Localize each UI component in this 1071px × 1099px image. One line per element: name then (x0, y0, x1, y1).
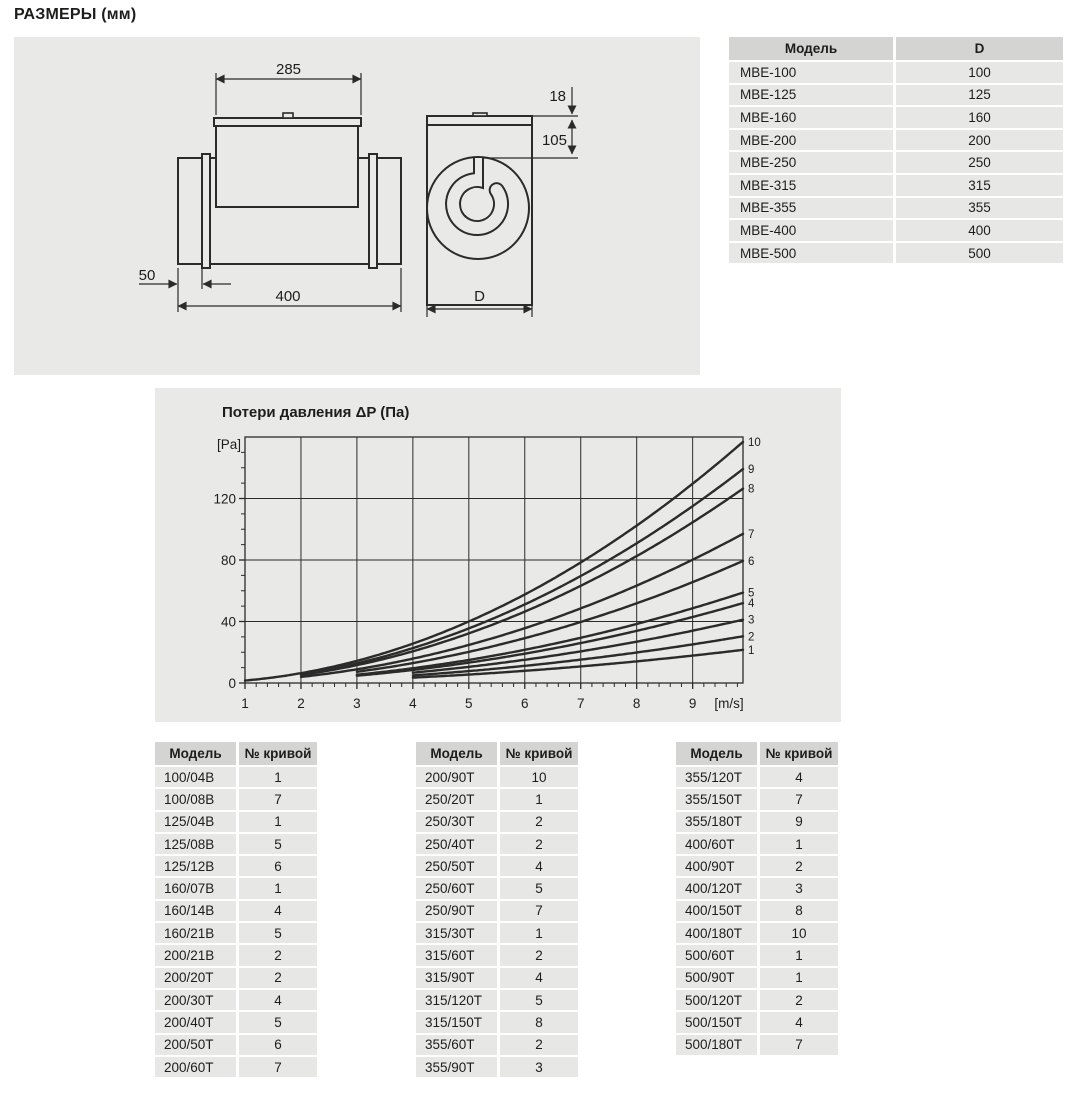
table-header-cell: Модель (416, 742, 497, 765)
table-row (416, 767, 578, 787)
table-row (155, 990, 317, 1010)
front-knob (473, 113, 487, 116)
value-cell: 9 (760, 812, 838, 832)
dim-105: 105 (541, 132, 567, 149)
value-cell: 4 (760, 1012, 838, 1032)
table-row (416, 923, 578, 943)
x-tick-label: 9 (688, 696, 697, 711)
model-cell: 500/90Т (676, 968, 757, 988)
curve-label-10: 10 (748, 436, 761, 449)
model-cell: 355/150Т (676, 789, 757, 809)
value-cell: 2 (500, 945, 578, 965)
model-cell: 200/21В (155, 945, 236, 965)
value-cell: 5 (239, 834, 317, 854)
model-cell: 315/60Т (416, 945, 497, 965)
model-cell: МВЕ-100 (729, 62, 893, 83)
curve-label-3: 3 (748, 614, 755, 627)
model-cell: 200/50Т (155, 1035, 236, 1055)
value-cell: 6 (239, 856, 317, 876)
table-row (416, 968, 578, 988)
model-cell: 315/120Т (416, 990, 497, 1010)
model-cell: 250/90Т (416, 901, 497, 921)
curve-table-2 (416, 742, 578, 1079)
value-cell: 100 (896, 62, 1063, 83)
value-cell: 4 (239, 990, 317, 1010)
value-cell: 1 (760, 945, 838, 965)
curve-9 (301, 469, 743, 674)
model-cell: 500/180Т (676, 1035, 757, 1055)
model-cell: МВЕ-315 (729, 175, 893, 196)
value-cell: 1 (239, 767, 317, 787)
table-row (676, 945, 838, 965)
table-row (676, 1035, 838, 1055)
table-row (729, 152, 1063, 173)
value-cell: 2 (239, 945, 317, 965)
x-tick-label: 3 (353, 696, 361, 711)
value-cell: 7 (500, 901, 578, 921)
model-cell: 160/14В (155, 901, 236, 921)
table-header (155, 742, 317, 765)
curve-label-8: 8 (748, 483, 755, 496)
x-tick-label: 6 (521, 696, 529, 711)
model-cell: 355/120Т (676, 767, 757, 787)
model-cell: 100/08В (155, 789, 236, 809)
model-cell: 200/40Т (155, 1012, 236, 1032)
value-cell: 1 (500, 789, 578, 809)
model-cell: МВЕ-355 (729, 198, 893, 219)
model-cell: 400/90Т (676, 856, 757, 876)
value-cell: 2 (239, 968, 317, 988)
pressure-loss-chart (155, 388, 841, 722)
x-tick-label: 5 (465, 696, 473, 711)
side-view (178, 113, 401, 268)
table-row (155, 968, 317, 988)
value-cell: 355 (896, 198, 1063, 219)
table-row (676, 878, 838, 898)
table-row (676, 812, 838, 832)
table-row (416, 789, 578, 809)
front-view (427, 113, 532, 305)
value-cell: 2 (760, 990, 838, 1010)
x-tick-label: 1 (241, 696, 249, 711)
model-cell: 125/04В (155, 812, 236, 832)
curve-table-3 (676, 742, 838, 1057)
value-cell: 4 (239, 901, 317, 921)
value-cell: 1 (239, 812, 317, 832)
table-row (416, 834, 578, 854)
table-row (155, 789, 317, 809)
curve-10 (245, 442, 743, 681)
table-row (676, 856, 838, 876)
dim-400: 400 (275, 288, 301, 305)
table-row (155, 945, 317, 965)
y-tick-label: 0 (228, 676, 236, 691)
table-header-cell: № кривой (239, 742, 317, 765)
table-row (155, 923, 317, 943)
dimensions-table (729, 37, 1063, 265)
model-cell: 400/180Т (676, 923, 757, 943)
table-row (155, 856, 317, 876)
table-row (676, 1012, 838, 1032)
model-cell: 100/04В (155, 767, 236, 787)
table-row (155, 901, 317, 921)
table-row (155, 1012, 317, 1032)
model-cell: 400/150Т (676, 901, 757, 921)
table-row (729, 62, 1063, 83)
lid-knob (283, 113, 293, 118)
table-row (729, 175, 1063, 196)
model-cell: 160/07В (155, 878, 236, 898)
table-header-cell: D (896, 37, 1063, 60)
dimensions-drawing (14, 37, 700, 375)
value-cell: 250 (896, 152, 1063, 173)
value-cell: 7 (760, 789, 838, 809)
table-header (676, 742, 838, 765)
model-cell: 250/20Т (416, 789, 497, 809)
table-row (729, 198, 1063, 219)
value-cell: 400 (896, 220, 1063, 241)
table-header-cell: Модель (729, 37, 893, 60)
model-cell: 355/180Т (676, 812, 757, 832)
table-row (416, 856, 578, 876)
dim-18: 18 (549, 88, 566, 105)
model-cell: 200/30Т (155, 990, 236, 1010)
model-cell: 250/40Т (416, 834, 497, 854)
model-cell: 500/150Т (676, 1012, 757, 1032)
right-flange (369, 154, 377, 268)
table-row (729, 107, 1063, 128)
table-header (416, 742, 578, 765)
chart-title: Потери давления ΔP (Па) (222, 404, 410, 421)
model-cell: 400/120Т (676, 878, 757, 898)
y-axis-unit: [Pa] (216, 437, 241, 452)
dimensions-diagram-panel (14, 37, 700, 375)
model-cell: 500/60Т (676, 945, 757, 965)
table-row (155, 1057, 317, 1077)
table-row (416, 1035, 578, 1055)
value-cell: 10 (500, 767, 578, 787)
curve-label-2: 2 (748, 631, 755, 644)
table-row (729, 85, 1063, 106)
table-row (416, 901, 578, 921)
value-cell: 3 (760, 878, 838, 898)
x-tick-label: 2 (297, 696, 305, 711)
value-cell: 7 (239, 789, 317, 809)
value-cell: 200 (896, 130, 1063, 151)
y-tick-label: 120 (213, 491, 236, 507)
value-cell: 3 (500, 1057, 578, 1077)
table-row (676, 923, 838, 943)
value-cell: 2 (500, 812, 578, 832)
x-tick-label: 4 (409, 696, 417, 711)
dim-D: D (474, 288, 485, 305)
model-cell: МВЕ-125 (729, 85, 893, 106)
value-cell: 1 (239, 878, 317, 898)
model-cell: 500/120Т (676, 990, 757, 1010)
model-cell: 250/30Т (416, 812, 497, 832)
model-cell: 315/90Т (416, 968, 497, 988)
table-row (155, 834, 317, 854)
value-cell: 2 (500, 834, 578, 854)
page-title: РАЗМЕРЫ (мм) (14, 6, 137, 23)
model-cell: 125/12В (155, 856, 236, 876)
value-cell: 7 (239, 1057, 317, 1077)
value-cell: 5 (500, 878, 578, 898)
table-row (676, 834, 838, 854)
table-header-cell: Модель (155, 742, 236, 765)
value-cell: 5 (500, 990, 578, 1010)
model-cell: 315/150Т (416, 1012, 497, 1032)
table-row (155, 878, 317, 898)
model-cell: 250/50Т (416, 856, 497, 876)
table-row (416, 945, 578, 965)
value-cell: 4 (500, 968, 578, 988)
table-row (416, 990, 578, 1010)
table-row (729, 243, 1063, 264)
value-cell: 1 (500, 923, 578, 943)
table-header (729, 37, 1063, 60)
value-cell: 4 (760, 767, 838, 787)
table-row (676, 767, 838, 787)
y-tick-label: 40 (220, 614, 236, 630)
curve-table-1 (155, 742, 317, 1079)
curve-4 (357, 603, 743, 676)
value-cell: 1 (760, 968, 838, 988)
model-cell: МВЕ-250 (729, 152, 893, 173)
table-row (155, 767, 317, 787)
x-tick-label: 7 (576, 696, 585, 711)
dim-285: 285 (275, 61, 302, 78)
curve-label-6: 6 (748, 555, 755, 568)
table-row (155, 812, 317, 832)
model-cell: МВЕ-400 (729, 220, 893, 241)
model-cell: 355/90Т (416, 1057, 497, 1077)
table-row (676, 789, 838, 809)
table-row (729, 220, 1063, 241)
model-cell: 400/60Т (676, 834, 757, 854)
model-cell: МВЕ-500 (729, 243, 893, 264)
model-cell: 315/30Т (416, 923, 497, 943)
curve-label-4: 4 (748, 598, 755, 611)
curve-label-9: 9 (748, 464, 755, 477)
x-tick-label: 8 (632, 696, 641, 711)
table-row (676, 968, 838, 988)
model-cell: 125/08В (155, 834, 236, 854)
model-cell: 355/60Т (416, 1035, 497, 1055)
value-cell: 4 (500, 856, 578, 876)
y-tick-label: 80 (220, 553, 236, 568)
value-cell: 1 (760, 834, 838, 854)
curve-label-1: 1 (748, 644, 755, 657)
model-cell: МВЕ-200 (729, 130, 893, 151)
left-flange (202, 154, 210, 268)
table-row (416, 1057, 578, 1077)
x-axis-unit: [m/s] (714, 696, 744, 711)
value-cell: 2 (760, 856, 838, 876)
table-row (676, 901, 838, 921)
table-row (676, 990, 838, 1010)
table-row (416, 878, 578, 898)
curve-label-5: 5 (748, 587, 755, 600)
dim-50: 50 (138, 267, 156, 284)
heater-box (216, 126, 358, 207)
model-cell: 200/20Т (155, 968, 236, 988)
pressure-chart-panel (155, 388, 841, 722)
model-cell: МВЕ-160 (729, 107, 893, 128)
value-cell: 2 (500, 1035, 578, 1055)
model-cell: 160/21В (155, 923, 236, 943)
value-cell: 160 (896, 107, 1063, 128)
heater-lid (214, 118, 361, 126)
curve-label-7: 7 (748, 528, 755, 541)
table-header-cell: № кривой (760, 742, 838, 765)
table-header-cell: Модель (676, 742, 757, 765)
value-cell: 125 (896, 85, 1063, 106)
table-header-cell: № кривой (500, 742, 578, 765)
value-cell: 8 (760, 901, 838, 921)
value-cell: 6 (239, 1035, 317, 1055)
model-cell: 250/60Т (416, 878, 497, 898)
value-cell: 10 (760, 923, 838, 943)
table-row (729, 130, 1063, 151)
value-cell: 315 (896, 175, 1063, 196)
value-cell: 5 (239, 1012, 317, 1032)
table-row (416, 812, 578, 832)
value-cell: 8 (500, 1012, 578, 1032)
table-row (416, 1012, 578, 1032)
value-cell: 5 (239, 923, 317, 943)
value-cell: 500 (896, 243, 1063, 264)
model-cell: 200/60Т (155, 1057, 236, 1077)
table-row (155, 1035, 317, 1055)
model-cell: 200/90Т (416, 767, 497, 787)
value-cell: 7 (760, 1035, 838, 1055)
